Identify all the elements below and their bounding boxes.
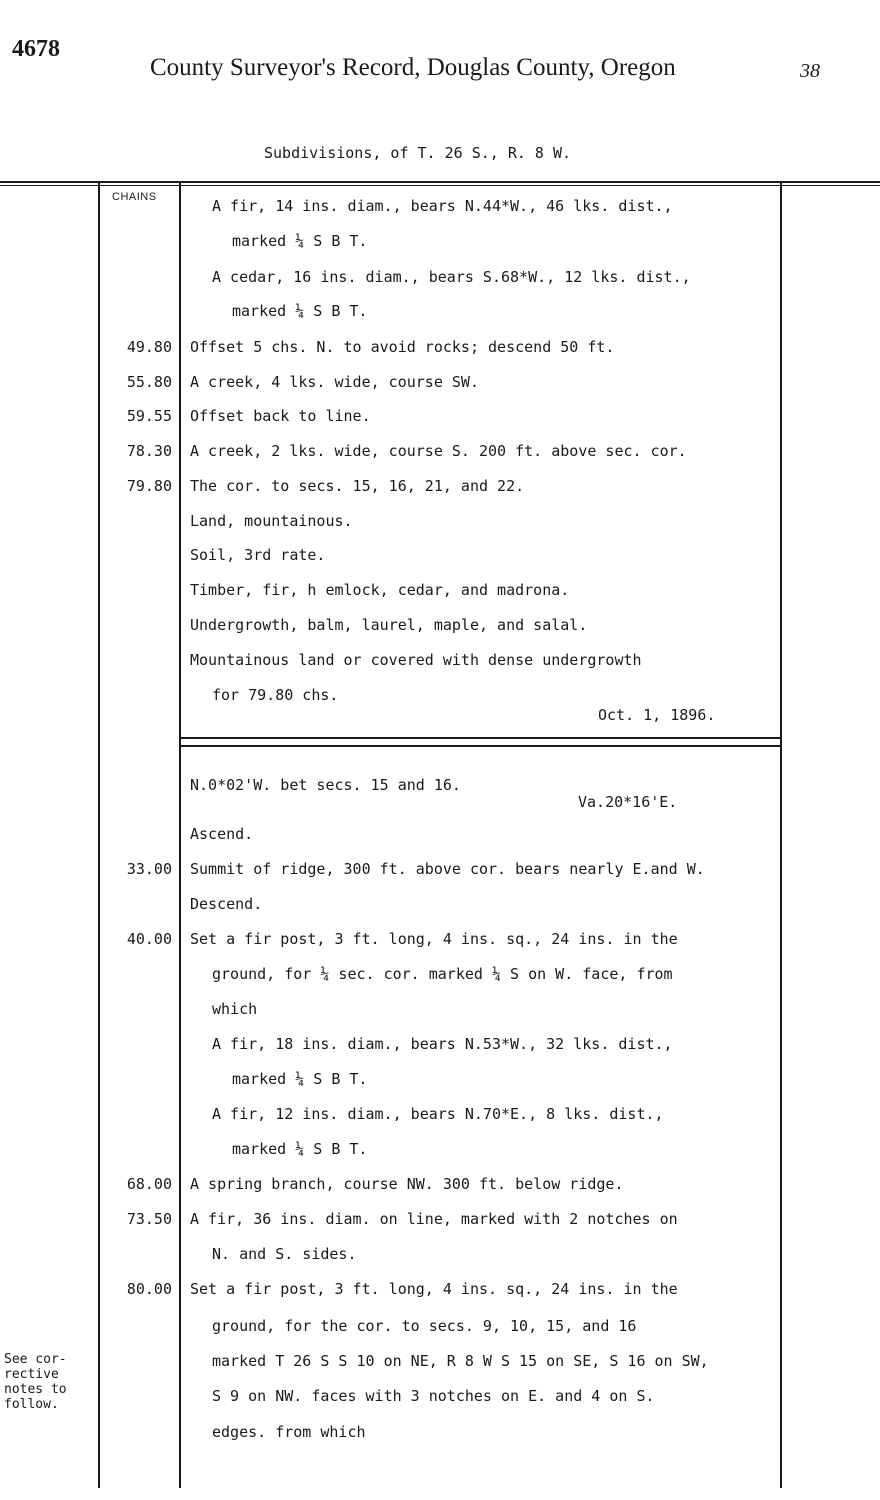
subdivision-subtitle: Subdivisions, of T. 26 S., R. 8 W. [264,144,572,162]
note-line: edges. from which [212,1423,366,1441]
handwritten-page-number: 38 [800,60,820,82]
note-line: A fir, 36 ins. diam. on line, marked with 2 notches on [190,1210,678,1228]
note-line: Ascend. [190,825,254,843]
chain-value: 80.00 [126,1280,172,1298]
magnetic-variation: Va.20*16'E. [578,793,678,811]
note-line: A fir, 14 ins. diam., bears N.44*W., 46 lks. dist., [212,197,673,215]
note-line: Undergrowth, balm, laurel, maple, and salal. [190,616,588,634]
note-line: A creek, 4 lks. wide, course SW. [190,373,479,391]
page-number: 4678 [12,36,60,62]
note-line: Summit of ridge, 300 ft. above cor. bears nearly E.and W. [190,860,705,878]
note-line: A fir, 12 ins. diam., bears N.70*E., 8 lks. dist., [212,1105,664,1123]
note-line: Offset 5 chs. N. to avoid rocks; descend 50 ft. [190,338,615,356]
margin-note: See cor- rective notes to follow. [4,1352,67,1412]
note-line: Timber, fir, h emlock, cedar, and madrona. [190,581,570,599]
chain-value: 40.00 [126,930,172,948]
record-title: County Surveyor's Record, Douglas County, Oregon [150,54,676,81]
section-divider-rule-second [180,745,780,747]
chain-value: 79.80 [126,477,172,495]
table-top-rule [0,181,880,183]
chain-value: 73.50 [126,1210,172,1228]
chain-value: 49.80 [126,338,172,356]
note-line: marked ¼ S B T. [232,302,368,320]
note-line: Offset back to line. [190,407,371,425]
note-line: marked ¼ S B T. [232,1070,368,1088]
note-line: Mountainous land or covered with dense undergrowth [190,651,642,669]
chain-value: 33.00 [126,860,172,878]
note-line: ground, for the cor. to secs. 9, 10, 15, and 16 [212,1317,637,1335]
note-line: Soil, 3rd rate. [190,546,326,564]
chain-value: 78.30 [126,442,172,460]
note-line: marked ¼ S B T. [232,1140,368,1158]
table-top-rule-second [0,185,880,186]
chain-value: 68.00 [126,1175,172,1193]
note-line: A spring branch, course NW. 300 ft. below ridge. [190,1175,624,1193]
note-line: for 79.80 chs. [212,686,339,704]
note-line: A cedar, 16 ins. diam., bears S.68*W., 12 lks. dist., [212,268,691,286]
note-line: S 9 on NW. faces with 3 notches on E. and 4 on S. [212,1387,655,1405]
chains-column-header: CHAINS [112,191,157,203]
note-line: which [212,1000,258,1018]
survey-date: Oct. 1, 1896. [598,706,716,724]
right-column-rule [780,183,782,1488]
note-line: A creek, 2 lks. wide, course S. 200 ft. above sec. cor. [190,442,687,460]
note-line: N. and S. sides. [212,1245,357,1263]
note-line: Land, mountainous. [190,512,353,530]
note-line: The cor. to secs. 15, 16, 21, and 22. [190,477,525,495]
chain-value: 59.55 [126,407,172,425]
section-divider-rule [180,737,780,739]
left-column-rule [98,183,100,1488]
chain-value: 55.80 [126,373,172,391]
note-line: marked ¼ S B T. [232,232,368,250]
note-line: Set a fir post, 3 ft. long, 4 ins. sq., 24 ins. in the [190,930,678,948]
note-line: A fir, 18 ins. diam., bears N.53*W., 32 lks. dist., [212,1035,673,1053]
note-line: marked T 26 S S 10 on NE, R 8 W S 15 on SE, S 16 on SW, [212,1352,709,1370]
line-heading: N.0*02'W. bet secs. 15 and 16. [190,776,461,794]
note-line: Descend. [190,895,263,913]
note-line: Set a fir post, 3 ft. long, 4 ins. sq., 24 ins. in the [190,1280,678,1298]
chains-column-rule [179,183,181,1488]
note-line: ground, for ¼ sec. cor. marked ¼ S on W. face, from [212,965,673,983]
